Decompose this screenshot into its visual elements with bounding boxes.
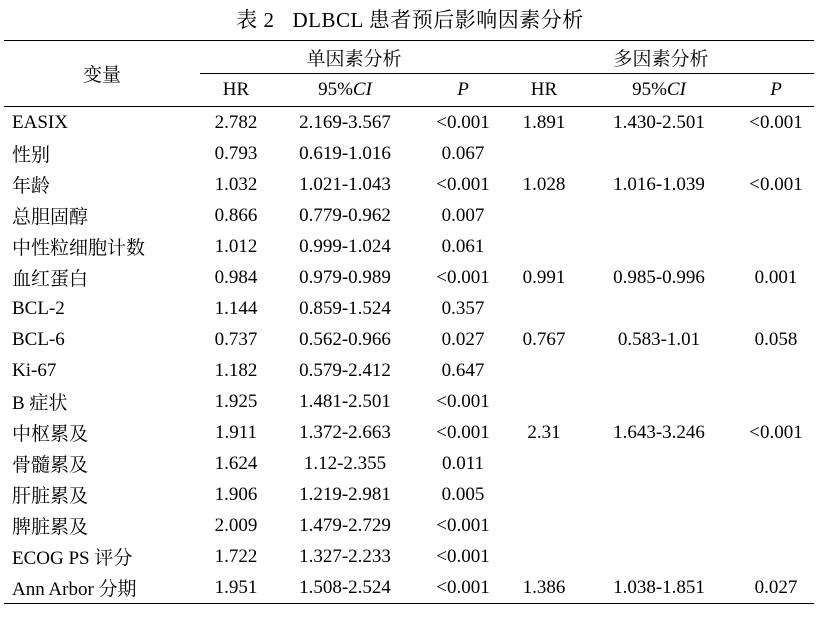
cell-ci2 [580,448,738,479]
cell-ci2: 1.430-2.501 [613,111,705,133]
header-row-groups [4,41,814,74]
cell-ci1: 1.12-2.355 [303,452,387,474]
cell-p2 [738,541,814,572]
table-row [4,355,814,386]
cell-hr2 [508,355,580,386]
cell-ci2 [580,479,738,510]
cell-p2: <0.001 [749,421,803,443]
cell-hr1: 1.925 [214,390,258,412]
cell-ci1: 1.481-2.501 [299,390,391,412]
cell-p1: 0.005 [441,483,485,505]
cell-p2 [738,479,814,510]
cell-hr2: 0.767 [522,328,566,350]
header-hr-2: HR [508,74,580,107]
cell-hr1: 2.009 [214,514,258,536]
table-row [4,262,814,293]
cell-var: 脾脏累及 [12,517,89,538]
cell-hr1: 1.182 [214,359,258,381]
cell-ci2 [580,386,738,417]
cell-hr1: 1.144 [214,297,258,319]
table-row [4,169,814,200]
table-row [4,231,814,262]
header-p-2: P [738,74,814,107]
cell-ci1: 0.999-1.024 [299,235,391,257]
cell-var: EASIX [12,111,68,133]
cell-hr1: 1.911 [214,421,258,443]
cell-p1: <0.001 [436,514,490,536]
cell-hr2 [508,138,580,169]
table-body [4,107,814,604]
table-row [4,107,814,139]
cell-hr1: 0.793 [214,142,258,164]
cell-hr2: 2.31 [527,421,561,443]
cell-hr2 [508,541,580,572]
cell-ci2 [580,541,738,572]
header-ci-2: 95%CI [580,74,738,107]
cell-ci1: 0.562-0.966 [299,328,391,350]
cell-ci1: 0.779-0.962 [299,204,391,226]
cell-var: 性别 [12,145,51,166]
cell-hr1: 0.866 [214,204,258,226]
cell-hr1: 1.722 [214,545,258,567]
cell-var: ECOG PS 评分 [12,548,133,569]
cell-p1: <0.001 [418,572,508,604]
cell-hr2: 0.991 [522,266,566,288]
table-row [4,386,814,417]
cell-var: 肝脏累及 [12,486,89,507]
cell-ci1: 1.021-1.043 [299,173,391,195]
cell-hr1: 1.032 [214,173,258,195]
cell-p2: 0.001 [754,266,798,288]
cell-p2 [738,355,814,386]
header-variable: 变量 [4,41,200,107]
cell-var: BCL-6 [12,328,65,350]
header-univariate: 单因素分析 [200,41,508,74]
cell-ci2: 1.038-1.851 [580,572,738,604]
cell-p2 [738,293,814,324]
results-table [4,40,814,604]
cell-p1: 0.027 [441,328,485,350]
cell-p1: <0.001 [436,266,490,288]
cell-hr1: 1.012 [214,235,258,257]
cell-ci1: 0.579-2.412 [299,359,391,381]
cell-p2 [738,386,814,417]
cell-p1: <0.001 [436,390,490,412]
cell-hr1: 0.984 [214,266,258,288]
table-row [4,417,814,448]
cell-p1: <0.001 [436,421,490,443]
table-title: DLBCL 患者预后影响因素分析 [292,8,584,32]
cell-p1: <0.001 [436,111,490,133]
table-number: 表 2 [236,8,275,32]
cell-p1: 0.007 [441,204,485,226]
cell-var: 中枢累及 [12,424,89,445]
cell-hr2 [508,293,580,324]
cell-ci1: 1.327-2.233 [299,545,391,567]
cell-var: Ann Arbor 分期 [4,572,200,604]
table-row [4,510,814,541]
cell-ci2 [580,200,738,231]
cell-var: Ki-67 [12,359,57,381]
cell-p1: 0.061 [441,235,485,257]
cell-ci1: 1.372-2.663 [299,421,391,443]
cell-p2 [738,448,814,479]
cell-var: 年龄 [12,176,51,197]
cell-hr2 [508,386,580,417]
cell-var: 骨髓累及 [12,455,89,476]
cell-p2: <0.001 [749,111,803,133]
cell-ci1: 1.479-2.729 [299,514,391,536]
cell-ci2 [580,231,738,262]
cell-p2 [738,200,814,231]
cell-ci1: 0.619-1.016 [299,142,391,164]
header-hr-1: HR [200,74,272,107]
cell-p2: 0.027 [738,572,814,604]
cell-var: 中性粒细胞计数 [12,238,146,259]
table-row [4,448,814,479]
cell-var: 总胆固醇 [12,207,89,228]
cell-p1: <0.001 [436,545,490,567]
cell-p2: 0.058 [754,328,798,350]
table-row [4,572,814,604]
cell-var: 血红蛋白 [12,269,89,290]
cell-hr2 [508,200,580,231]
cell-ci1: 1.219-2.981 [299,483,391,505]
cell-ci2 [580,138,738,169]
header-multivariate: 多因素分析 [508,41,814,74]
table-row [4,541,814,572]
cell-hr2: 1.891 [522,111,566,133]
table-row [4,293,814,324]
cell-ci2 [580,293,738,324]
cell-p1: 0.011 [441,452,485,474]
cell-hr2 [508,510,580,541]
cell-hr2 [508,479,580,510]
cell-ci2: 1.016-1.039 [613,173,705,195]
cell-p1: 0.647 [441,359,485,381]
cell-p2 [738,231,814,262]
cell-ci1: 2.169-3.567 [299,111,391,133]
header-p-1: P [418,74,508,107]
cell-hr1: 1.906 [214,483,258,505]
cell-hr2: 1.386 [508,572,580,604]
cell-ci2: 0.985-0.996 [613,266,705,288]
cell-hr2 [508,448,580,479]
table-row [4,200,814,231]
cell-ci2: 1.643-3.246 [613,421,705,443]
cell-hr1: 1.624 [214,452,258,474]
cell-p2 [738,510,814,541]
cell-p2: <0.001 [749,173,803,195]
cell-hr1: 2.782 [214,111,258,133]
cell-hr1: 0.737 [214,328,258,350]
cell-hr2: 1.028 [522,173,566,195]
table-row [4,138,814,169]
cell-p1: 0.067 [441,142,485,164]
table-caption [0,4,820,34]
cell-ci1: 1.508-2.524 [272,572,418,604]
header-ci-1: 95%CI [272,74,418,107]
table-row [4,479,814,510]
cell-var: B 症状 [12,393,68,414]
cell-ci2: 0.583-1.01 [617,328,701,350]
cell-p1: 0.357 [441,297,485,319]
cell-ci2 [580,510,738,541]
cell-p2 [738,138,814,169]
cell-ci1: 0.859-1.524 [299,297,391,319]
cell-ci2 [580,355,738,386]
cell-var: BCL-2 [12,297,65,319]
table-row [4,324,814,355]
cell-ci1: 0.979-0.989 [299,266,391,288]
cell-p1: <0.001 [436,173,490,195]
cell-hr2 [508,231,580,262]
cell-hr1: 1.951 [200,572,272,604]
